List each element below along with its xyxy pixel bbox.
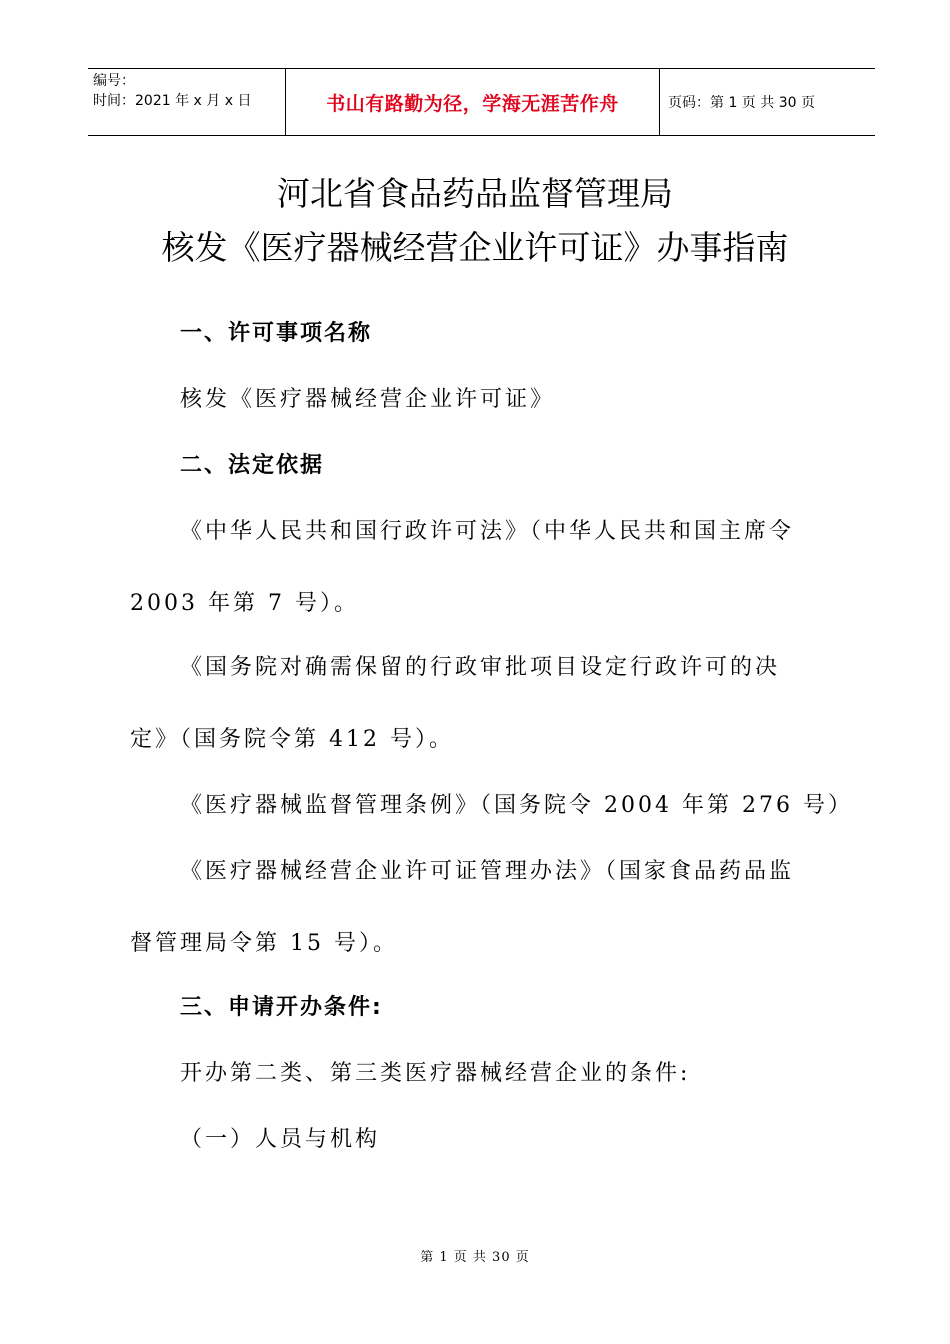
section-heading-2: 二、法定依据 (180, 453, 325, 478)
document-title-line2: 核发《医疗器械经营企业许可证》办事指南 (161, 228, 789, 267)
header-page-info: 页码：第 1 页 共 30 页 (668, 95, 815, 111)
section-2-para2-line1: 《国务院对确需保留的行政审批项目设定行政许可的决 (180, 655, 781, 680)
page-footer: 第 1 页 共 30 页 (420, 1250, 530, 1265)
section-heading-3: 三、申请开办条件: (180, 995, 383, 1020)
section-2-para2-line2: 定》（国务院令第 412 号）。 (130, 727, 454, 752)
section-2-para3: 《医疗器械监督管理条例》（国务院令 2004 年第 276 号） (180, 793, 853, 818)
section-2-para1-line2: 2003 年第 7 号）。 (130, 591, 359, 616)
section-2-para4-line2: 督管理局令第 15 号）。 (130, 931, 398, 956)
page-header (88, 68, 875, 136)
section-1-text: 核发《医疗器械经营企业许可证》 (180, 387, 556, 412)
header-motto: 书山有路勤为径，学海无涯苦作舟 (286, 69, 660, 135)
document-title-line1: 河北省食品药品监督管理局 (277, 174, 673, 213)
section-3-text: 开办第二类、第三类医疗器械经营企业的条件: (180, 1061, 691, 1086)
header-meta (88, 69, 286, 135)
header-number-label: 编号： (93, 73, 135, 89)
header-time-label: 时间：2021 年 x 月 x 日 (93, 93, 252, 109)
section-2-para4-line1: 《医疗器械经营企业许可证管理办法》（国家食品药品监 (180, 859, 795, 884)
section-2-para1-line1: 《中华人民共和国行政许可法》（中华人民共和国主席令 (180, 519, 795, 544)
section-3-subheading-1: （一）人员与机构 (180, 1127, 381, 1152)
section-heading-1: 一、许可事项名称 (180, 321, 373, 346)
